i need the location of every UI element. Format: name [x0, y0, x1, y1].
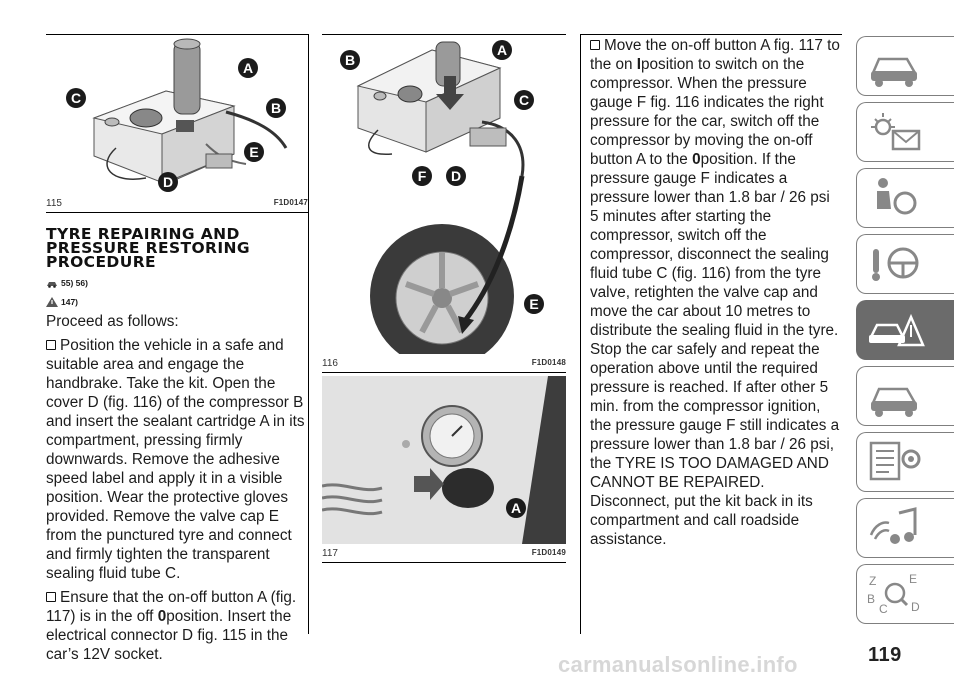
svg-text:D: D: [911, 600, 920, 614]
figure-number: 117: [322, 548, 338, 559]
multimedia-icon: [865, 505, 925, 551]
step-3: [590, 36, 842, 549]
label-b: B: [270, 100, 282, 116]
checkbox-bullet-icon: [46, 592, 56, 602]
step-2-text-b: position. Insert the electrical connector D fig. 115 in the car’s 12V socket.: [46, 608, 292, 663]
step-3-text-a: Move the on-off button A fig. 117 to the on: [590, 37, 840, 73]
step-3-text-b: position to switch on the compressor. When the pressure gauge F fig. 116 indicates the right pressure for the car, switch off the compressor by moving the on-off button A to the: [590, 56, 824, 168]
safety-airbag-icon: [865, 175, 925, 221]
left-column-text: [46, 312, 308, 664]
svg-text:Z: Z: [869, 574, 877, 588]
label-c: C: [518, 92, 530, 108]
caption-rule-115: [46, 212, 308, 213]
off-symbol: 0: [692, 151, 701, 168]
emergency-icon: [865, 307, 925, 353]
intro-paragraph: Proceed as follows:: [46, 313, 179, 330]
watermark: carmanualsonline.info: [558, 652, 798, 677]
car-dashboard-icon: [865, 43, 925, 89]
warning-ref-2: [46, 297, 78, 307]
column-divider-1: [308, 34, 309, 634]
technical-data-icon: [865, 439, 925, 485]
checkbox-bullet-icon: [590, 40, 600, 50]
page-number: 119: [868, 644, 902, 666]
tab-multimedia[interactable]: [856, 498, 954, 558]
top-rule-left: [46, 34, 308, 35]
figure-115-caption: [46, 198, 308, 212]
figure-code: F1D0149: [531, 548, 566, 557]
step-2-text-a: Ensure that the on-off button A (fig. 117) is in the off: [46, 589, 297, 625]
label-d: D: [450, 168, 462, 184]
warning-ref-text: 147): [61, 297, 79, 307]
label-e: E: [249, 144, 259, 160]
step-3-text-c: position. If the pressure gauge F indicates a pressure lower than 1.8 bar / 26 psi 5 minutes after starting the compressor, switch off the compressor, disconnect the sealing fluid tube C (fig. 116) from the tyre valve, retighten the valve cap and move the car about 10 metres to distribute the sealing fluid in the tyre. Stop the car safely and repeat the operation above until the required pressure is reached. If after other 5 min. from the compressor ignition, the pressure gauge F still indicates a pressure lower than 1.8 bar / 26 psi, the TYRE IS TOO DAMAGED AND CANNOT BE REPAIRED. Disconnect, put the kit back in its compartment and call roadside assistance.: [590, 151, 840, 548]
starting-driving-icon: [865, 241, 925, 287]
label-a: A: [242, 60, 254, 76]
figure-code: F1D0147: [273, 198, 308, 207]
label-f: F: [417, 168, 427, 184]
top-rule-right: [580, 34, 842, 35]
step-2: [46, 588, 308, 664]
right-column-text: [590, 36, 842, 549]
index-icon: [865, 571, 925, 617]
label-a: A: [510, 500, 522, 516]
tab-safety[interactable]: [856, 168, 954, 228]
tab-warning-lights[interactable]: [856, 102, 954, 162]
step-1-text: Position the vehicle in a safe and suitable area and engage the handbrake. Take the kit. Open the cover D (fig. 116) of the compressor B and insert the sealant cartridge A in its compartment, pressing firmly downwards. Remove the adhesive speed label and apply it in a visible position. Wear the protective gloves provided. Remove the valve cap E from the punctured tyre and connect and firmly tighten the transparent sealing fluid tube C.: [46, 337, 305, 582]
figure-code: F1D0148: [531, 358, 566, 367]
car-warning-icon: [46, 278, 58, 288]
tab-technical-data[interactable]: [856, 432, 954, 492]
figure-number: 115: [46, 198, 62, 209]
label-c: C: [70, 90, 82, 106]
figure-117: [322, 376, 566, 544]
figure-115: [46, 36, 308, 192]
warning-ref-text: 55) 56): [61, 278, 88, 288]
label-a: A: [496, 42, 508, 58]
lights-warning-icon: [865, 109, 925, 155]
label-d: D: [162, 174, 174, 190]
tab-dashboard[interactable]: [856, 36, 954, 96]
section-heading: TYRE REPAIRING AND PRESSURE RESTORING PROCEDURE: [46, 225, 251, 271]
tab-maintenance[interactable]: [856, 366, 954, 426]
figure-number: 116: [322, 358, 338, 369]
off-symbol: 0: [157, 608, 167, 625]
figure-116-caption: [322, 358, 566, 372]
maintenance-icon: [865, 373, 925, 419]
column-divider-2: [580, 34, 581, 634]
caption-rule-117: [322, 562, 566, 563]
svg-text:E: E: [909, 572, 918, 586]
caption-rule-116: [322, 372, 566, 373]
step-1: [46, 336, 308, 583]
label-e: E: [529, 296, 539, 312]
svg-text:B: B: [867, 592, 876, 606]
figure-117-caption: [322, 548, 566, 562]
tab-starting-driving[interactable]: [856, 234, 954, 294]
tab-index[interactable]: [856, 564, 954, 624]
on-symbol: I: [636, 56, 642, 73]
tab-emergency[interactable]: [856, 300, 954, 360]
svg-text:C: C: [879, 602, 888, 616]
checkbox-bullet-icon: [46, 340, 56, 350]
top-rule-mid: [322, 34, 566, 35]
warning-ref-1: [46, 278, 88, 288]
figure-116: [322, 36, 566, 354]
triangle-warning-icon: [46, 297, 58, 307]
label-b: B: [344, 52, 356, 68]
